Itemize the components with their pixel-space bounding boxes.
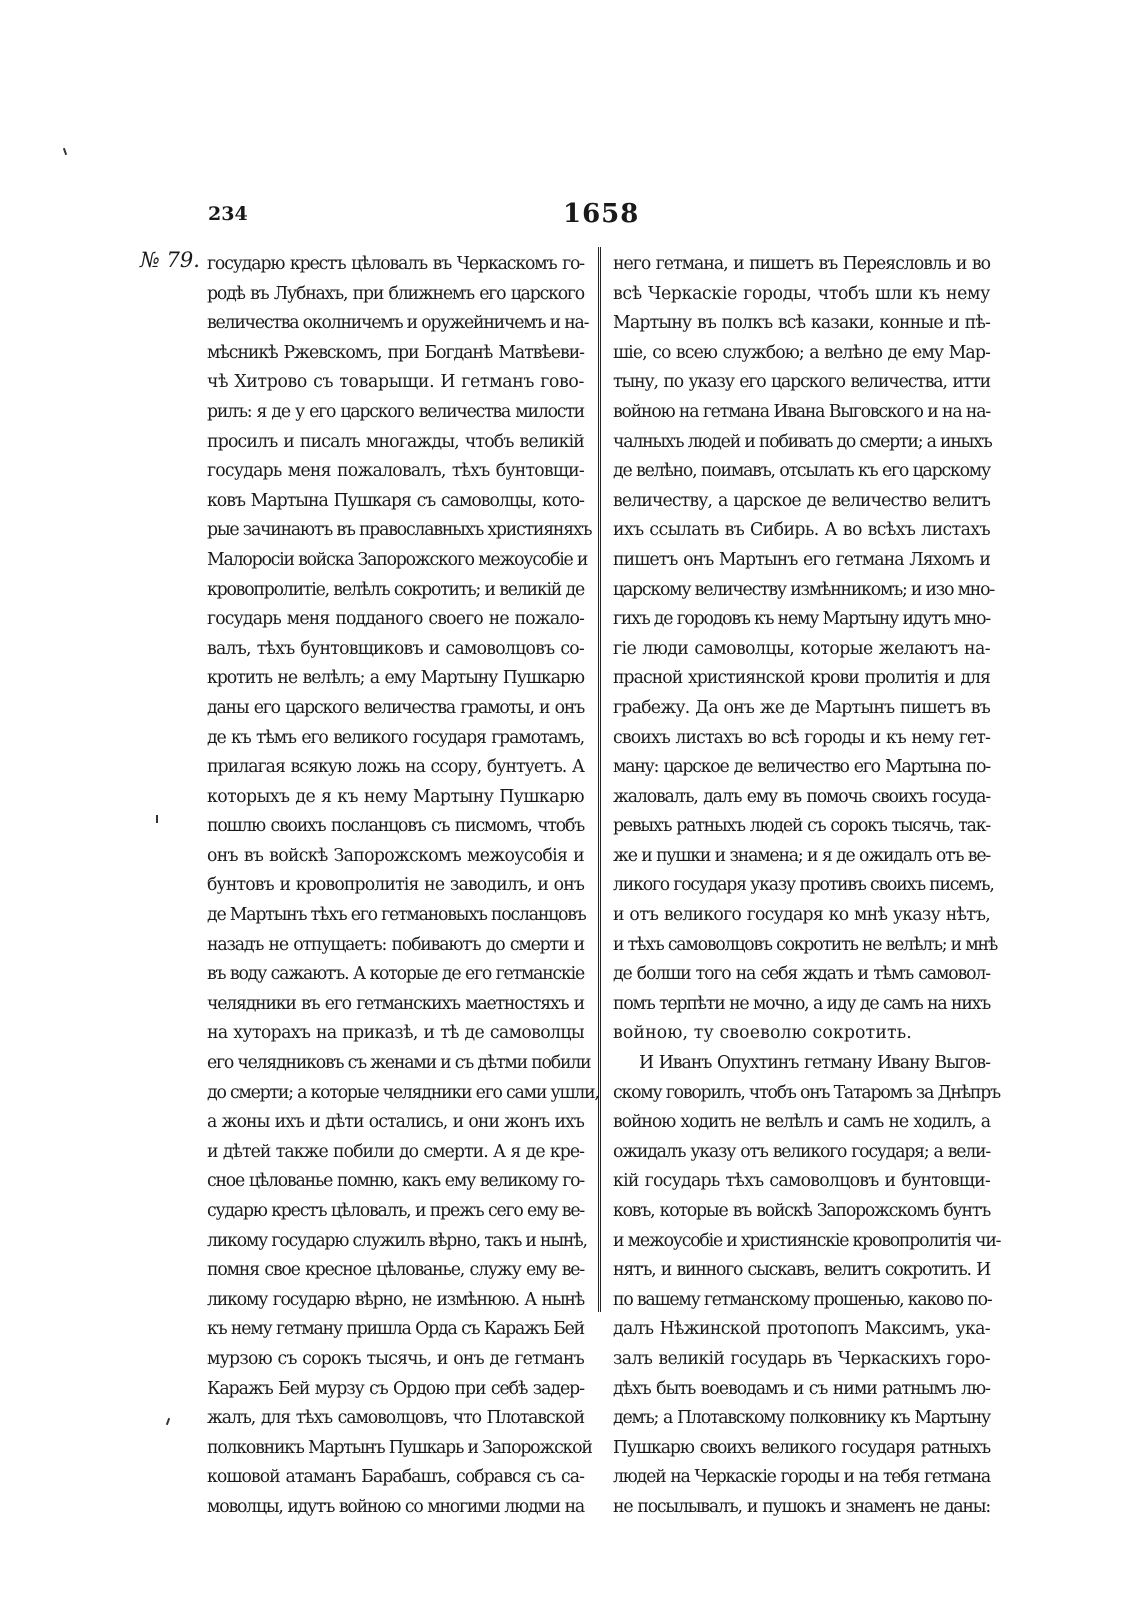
- text-line: шіе, со всею службою; а велѣно де ему Мар-: [613, 342, 990, 363]
- text-line: прилагая всякую ложь на ссору, бунтуетъ. А: [207, 757, 584, 778]
- text-line: кровопролитіе, велѣлъ сокротить; и великій де: [207, 579, 584, 600]
- text-line: И Иванъ Опухтинъ гетману Ивану Выгов-: [639, 1053, 990, 1074]
- text-line: полковникъ Мартынъ Пушкарь и Запорожской: [207, 1437, 592, 1458]
- text-line: бунтовъ и кровопролитія не заводилъ, и онъ: [207, 875, 584, 896]
- text-line: прасной християнской крови пролитія и для: [613, 668, 990, 689]
- text-line: де велѣно, поимавъ, отсылать къ его царскому: [613, 461, 990, 482]
- text-line: царскому величеству измѣнникомъ; и изо мно-: [613, 579, 994, 600]
- text-line: Пушкарю своихъ великого государя ратныхъ: [613, 1437, 990, 1458]
- text-line: Малоросіи войска Запорожского межоусобіе и: [207, 549, 588, 570]
- document-number: № 79.: [140, 248, 200, 272]
- text-line: жалъ, для тѣхъ самоволцовъ, что Плотавской: [207, 1408, 584, 1429]
- text-line: онъ въ войскѣ Запорожскомъ межоусобія и: [207, 845, 584, 866]
- text-line: войною ходить не велѣлъ и самъ не ходилъ, а: [613, 1112, 990, 1133]
- text-line: нятъ, и винного сыскавъ, велитъ сокротить. И: [613, 1260, 990, 1281]
- text-line: и межоусобіе и християнскіе кровопролитія чи-: [613, 1230, 1001, 1251]
- column-divider: [598, 247, 601, 1312]
- text-line: него гетмана, и пишетъ въ Переясловль и во: [613, 254, 990, 274]
- text-line: гіе люди самоволцы, которые желаютъ на-: [613, 638, 990, 659]
- text-line: всѣ Черкаскіе городы, чтобъ шли къ нему: [613, 283, 990, 304]
- text-line: жаловалъ, далъ ему въ помочь своихъ госуда-: [613, 786, 990, 807]
- right-column: [613, 250, 1001, 1523]
- text-line: демъ; а Плотавскому полковнику къ Мартыну: [613, 1408, 990, 1429]
- text-line: и тѣхъ самоволцовъ сокротить не велѣлъ; и мнѣ: [613, 934, 998, 955]
- text-line: ревыхъ ратныхъ людей съ сорокъ тысячь, так-: [613, 816, 990, 837]
- text-line: родѣ въ Лубнахъ, при ближнемъ его царского: [207, 283, 584, 304]
- text-line: его челядниковъ съ женами и съ дѣтми побили: [207, 1053, 591, 1074]
- text-line: ликого государя указу противъ своихъ писемъ,: [613, 875, 994, 896]
- text-line: далъ Нѣжинской протопопъ Максимъ, ука-: [613, 1319, 990, 1340]
- scan-speck: [63, 148, 67, 155]
- text-line: а жоны ихъ и дѣти остались, и они жонъ ихъ: [207, 1112, 584, 1133]
- text-line: войною на гетмана Ивана Выговского и на на-: [613, 401, 990, 422]
- text-line: государь меня пожаловалъ, тѣхъ бунтовщи-: [207, 461, 584, 482]
- text-line: челядники въ его гетманскихъ маетностяхъ и: [207, 993, 584, 1014]
- text-line: кошовой атаманъ Барабашъ, собрався съ са-: [207, 1467, 584, 1488]
- text-line: тыну, по указу его царского величества, итти: [613, 372, 990, 393]
- text-line: рые зачинаютъ въ православныхъ християняхъ: [207, 520, 592, 541]
- text-line: помъ терпѣти не мочно, а иду де самъ на нихъ: [613, 993, 990, 1014]
- text-line: не посылывалъ, и пушокъ и знаменъ не даны:: [613, 1496, 990, 1517]
- text-line: людей на Черкаскіе городы и на тебя гетмана: [613, 1467, 990, 1488]
- text-line: мурзою съ сорокъ тысячь, и онъ де гетманъ: [207, 1348, 584, 1369]
- text-line: и дѣтей также побили до смерти. А я де кре-: [207, 1141, 584, 1162]
- text-line: грабежу. Да онъ же де Мартынъ пишетъ въ: [613, 697, 990, 718]
- page-number: 234: [208, 203, 248, 225]
- text-line: которыхъ де я къ нему Мартыну Пушкарю: [207, 786, 584, 807]
- text-line: Каражъ Бей мурзу съ Ордою при себѣ задер-: [207, 1378, 584, 1399]
- text-line: чѣ Хитрово съ товарыщи. И гетманъ гово-: [207, 372, 584, 393]
- text-line: до смерти; а которые челядники его сами ушли,: [207, 1082, 599, 1103]
- text-line: ихъ ссылать въ Сибирь. А во всѣхъ листахъ: [613, 520, 990, 541]
- text-line: къ нему гетману пришла Орда съ Каражъ Бей: [207, 1319, 584, 1340]
- text-line: величеству, а царское де величество велитъ: [613, 490, 990, 511]
- scan-speck: [156, 815, 158, 823]
- text-line: Мартыну въ полкъ всѣ казаки, конные и пѣ-: [613, 313, 990, 334]
- text-line: валъ, тѣхъ бунтовщиковъ и самоволцовъ со-: [207, 638, 584, 659]
- text-line: ликому государю вѣрно, не измѣнюю. А нынѣ: [207, 1289, 584, 1310]
- text-line: ожидалъ указу отъ великого государя; а вели-: [613, 1141, 990, 1162]
- text-line: моволцы, идутъ войною со многими людми на: [207, 1496, 584, 1517]
- text-line: гихъ де городовъ къ нему Мартыну идутъ мно-: [613, 609, 991, 630]
- text-line: назадъ не отпущаетъ: побиваютъ до смерти и: [207, 934, 584, 955]
- scan-speck: [166, 1418, 170, 1425]
- text-line: ликому государю служилъ вѣрно, такъ и нынѣ,: [207, 1230, 587, 1251]
- text-line: залъ великій государь въ Черкаскихъ горо-: [613, 1348, 990, 1369]
- text-line: ковъ, которые въ войскѣ Запорожскомъ бунтъ: [613, 1201, 990, 1221]
- text-line: на хуторахъ на приказѣ, и тѣ де самоволцы: [207, 1023, 584, 1044]
- text-line: и отъ великого государя ко мнѣ указу нѣтъ,: [613, 905, 990, 926]
- text-line: просилъ и писалъ многажды, чтобъ великій: [207, 431, 584, 452]
- text-line: де къ тѣмъ его великого государя грамотамъ,: [207, 727, 584, 748]
- text-line: кротить не велѣлъ; а ему Мартыну Пушкарю: [207, 668, 584, 689]
- text-line: де болши того на себя ждать и тѣмъ самовол-: [613, 964, 990, 985]
- text-line: кій государь тѣхъ самоволцовъ и бунтовщи-: [613, 1171, 990, 1192]
- text-line: ковъ Мартына Пушкаря съ самоволцы, кото-: [207, 490, 584, 511]
- left-column: [207, 250, 599, 1523]
- text-line: государь меня подданого своего не пожало-: [207, 609, 584, 630]
- text-line: по вашему гетманскому прошенью, каково по-: [613, 1289, 992, 1310]
- text-line: въ воду сажаютъ. А которые де его гетманскіе: [207, 964, 584, 985]
- text-line: государю крестъ цѣловалъ въ Черкаскомъ го-: [207, 254, 584, 274]
- text-line: величества околничемъ и оружейничемъ и на-: [207, 313, 589, 334]
- text-line: рилъ: я де у его царского величества милости: [207, 401, 584, 422]
- text-line: чалныхъ людей и побивать до смерти; а иныхъ: [613, 431, 992, 452]
- text-line: скому говорилъ, чтобъ онъ Татаромъ за Днѣпръ: [613, 1082, 1000, 1103]
- text-line: пишетъ онъ Мартынъ его гетмана Ляхомъ и: [613, 549, 990, 570]
- text-line: войною, ту своеволю сокротить.: [613, 1023, 912, 1044]
- text-line: дѣхъ быть воеводамъ и съ ними ратнымъ лю-: [613, 1378, 990, 1399]
- text-line: своихъ листахъ во всѣ городы и къ нему гет-: [613, 727, 990, 748]
- text-line: ману: царское де величество его Мартына по-: [613, 757, 990, 778]
- text-line: же и пушки и знамена; и я де ожидалъ отъ ве-: [613, 845, 990, 866]
- text-line: мѣсникѣ Ржевскомъ, при Богданѣ Матвѣеви-: [207, 342, 584, 363]
- text-line: помня свое кресное цѣлованье, служу ему ве-: [207, 1260, 584, 1281]
- text-line: сударю крестъ цѣловалъ, и прежъ сего ему ве-: [207, 1201, 584, 1221]
- text-line: сное цѣлованье помню, какъ ему великому го-: [207, 1171, 584, 1192]
- text-line: де Мартынъ тѣхъ его гетмановыхъ посланцовъ: [207, 905, 586, 926]
- year-heading: 1658: [563, 199, 640, 229]
- text-line: даны его царского величества грамоты, и онъ: [207, 697, 584, 718]
- text-line: пошлю своихъ посланцовъ съ писмомъ, чтобъ: [207, 816, 584, 837]
